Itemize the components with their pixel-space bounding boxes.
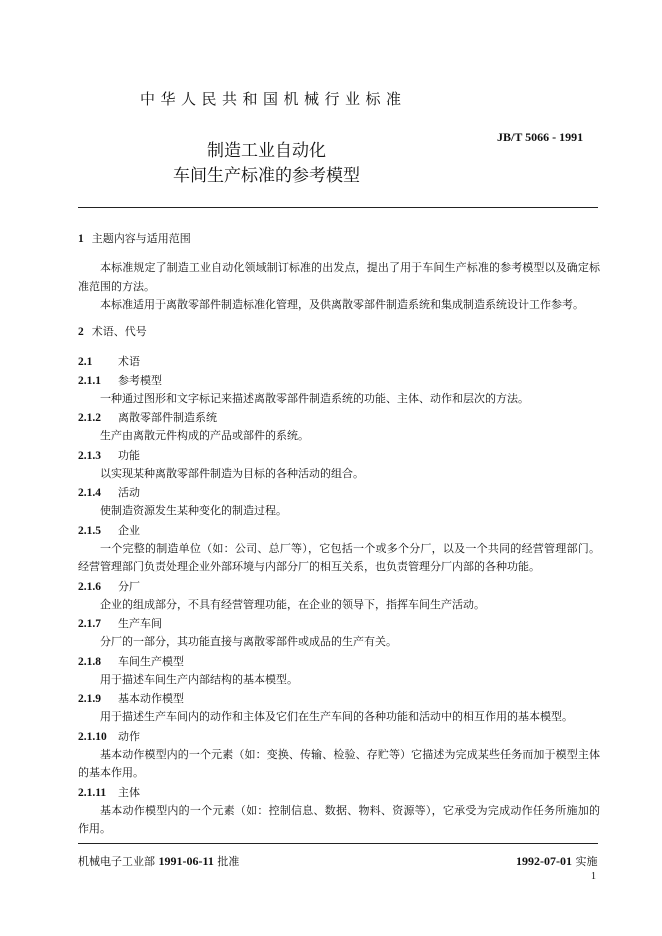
subsection-number: 2.1 xyxy=(78,355,93,368)
term-heading xyxy=(78,652,600,671)
term-number: 2.1.11 xyxy=(78,786,107,799)
term-heading xyxy=(78,614,600,633)
term-number: 2.1.3 xyxy=(78,449,101,462)
term-heading xyxy=(78,727,600,746)
term-heading xyxy=(78,446,600,465)
section-heading xyxy=(78,230,600,247)
term-definition: 一种通过图形和文字标记来描述离散零部件制造系统的功能、主体、动作和层次的方法。 xyxy=(100,391,529,405)
section-number: 1 xyxy=(78,233,84,245)
term-title: 车间生产模型 xyxy=(118,654,184,668)
term-number: 2.1.7 xyxy=(78,618,101,630)
term-definition: 企业的组成部分，不具有经营管理功能，在企业的领导下，指挥车间生产活动。 xyxy=(100,597,485,611)
term-title: 企业 xyxy=(118,523,140,537)
term-definition: 生产由离散元件构成的产品或部件的系统。 xyxy=(100,429,309,442)
term-definition: 基本动作模型内的一个元素（如：控制信息、数据、物料、资源等），它承受为完成动作任务所施加的作用。 xyxy=(78,803,600,835)
term-title: 功能 xyxy=(118,448,140,462)
approval-org: 机械电子工业部 xyxy=(78,855,155,868)
term-definition: 基本动作模型内的一个元素（如：变换、传输、检验、存贮等）它描述为完成某些任务而加于模型主体的基本作用。 xyxy=(78,747,600,779)
implementation-date: 1992-07-01 xyxy=(516,854,572,868)
term-definition: 用于描述车间生产内部结构的基本模型。 xyxy=(100,672,298,686)
term-title: 动作 xyxy=(118,729,140,743)
paragraph: 本标准规定了制造工业自动化领域制订标准的出发点，提出了用于车间生产标准的参考模型以及确定标准范围的方法。 xyxy=(78,261,600,293)
term-number: 2.1.2 xyxy=(78,412,101,424)
term-title: 生产车间 xyxy=(118,617,162,630)
term-number: 2.1.4 xyxy=(78,487,101,499)
term-title: 基本动作模型 xyxy=(118,692,184,705)
term-number: 2.1.1 xyxy=(78,374,101,387)
term-number: 2.1.10 xyxy=(78,730,107,743)
term-title: 活动 xyxy=(118,486,140,499)
term-heading xyxy=(78,483,600,502)
section-title: 主题内容与适用范围 xyxy=(91,232,191,245)
term-title: 主体 xyxy=(118,785,140,799)
paragraph: 本标准适用于离散零部件制造标准化管理，及供离散零部件制造系统和集成制造系统设计工作参考。 xyxy=(100,298,584,311)
term-heading xyxy=(78,371,600,390)
term-definition: 用于描述生产车间内的动作和主体及它们在生产车间的各种功能和活动中的相互作用的基本模型。 xyxy=(100,710,573,723)
subsection-heading xyxy=(78,352,600,371)
term-definition: 使制造资源发生某种变化的制造过程。 xyxy=(100,504,287,517)
term-title: 离散零部件制造系统 xyxy=(118,411,217,424)
term-number: 2.1.9 xyxy=(78,693,101,705)
term-heading xyxy=(78,689,600,708)
term-number: 2.1.8 xyxy=(78,655,101,668)
section-number: 2 xyxy=(78,325,84,338)
term-heading xyxy=(78,408,600,427)
standard-organization: 中华人民共和国机械行业标准 xyxy=(140,90,407,108)
term-title: 参考模型 xyxy=(118,373,162,387)
implementation-label: 实施 xyxy=(575,855,598,868)
term-heading xyxy=(78,783,600,802)
term-number: 2.1.6 xyxy=(78,580,101,593)
document-title-line1: 制造工业自动化 xyxy=(207,141,326,161)
section-title: 术语、代号 xyxy=(91,324,147,338)
approval-date: 1991-06-11 xyxy=(158,854,214,868)
footer-divider xyxy=(78,843,598,844)
subsection-title: 术语 xyxy=(118,354,140,368)
term-definition: 以实现某种离散零部件制造为目标的各种活动的组合。 xyxy=(100,466,364,480)
page-number: 1 xyxy=(591,871,596,882)
term-heading xyxy=(78,577,600,596)
term-number: 2.1.5 xyxy=(78,524,101,537)
document-title-line2: 车间生产标准的参考模型 xyxy=(173,166,360,186)
approval-label: 批准 xyxy=(217,855,240,868)
term-heading xyxy=(78,521,600,540)
standard-number: JB/T 5066 - 1991 xyxy=(497,130,584,144)
terms-list xyxy=(78,371,600,839)
header-divider xyxy=(78,207,598,208)
document-body xyxy=(78,230,600,839)
implementation-line xyxy=(516,853,598,869)
section-heading xyxy=(78,323,600,340)
approval-line xyxy=(78,853,239,869)
term-definition: 分厂的一部分，其功能直接与离散零部件或成品的生产有关。 xyxy=(100,635,397,648)
term-title: 分厂 xyxy=(118,579,140,593)
term-definition: 一个完整的制造单位（如：公司、总厂等），它包括一个或多个分厂，以及一个共同的经营管理部门。经营管理部门负责处理企业外部环境与内部分厂的相互关系，也负责管理分厂内部的各种功能。 xyxy=(78,541,600,573)
